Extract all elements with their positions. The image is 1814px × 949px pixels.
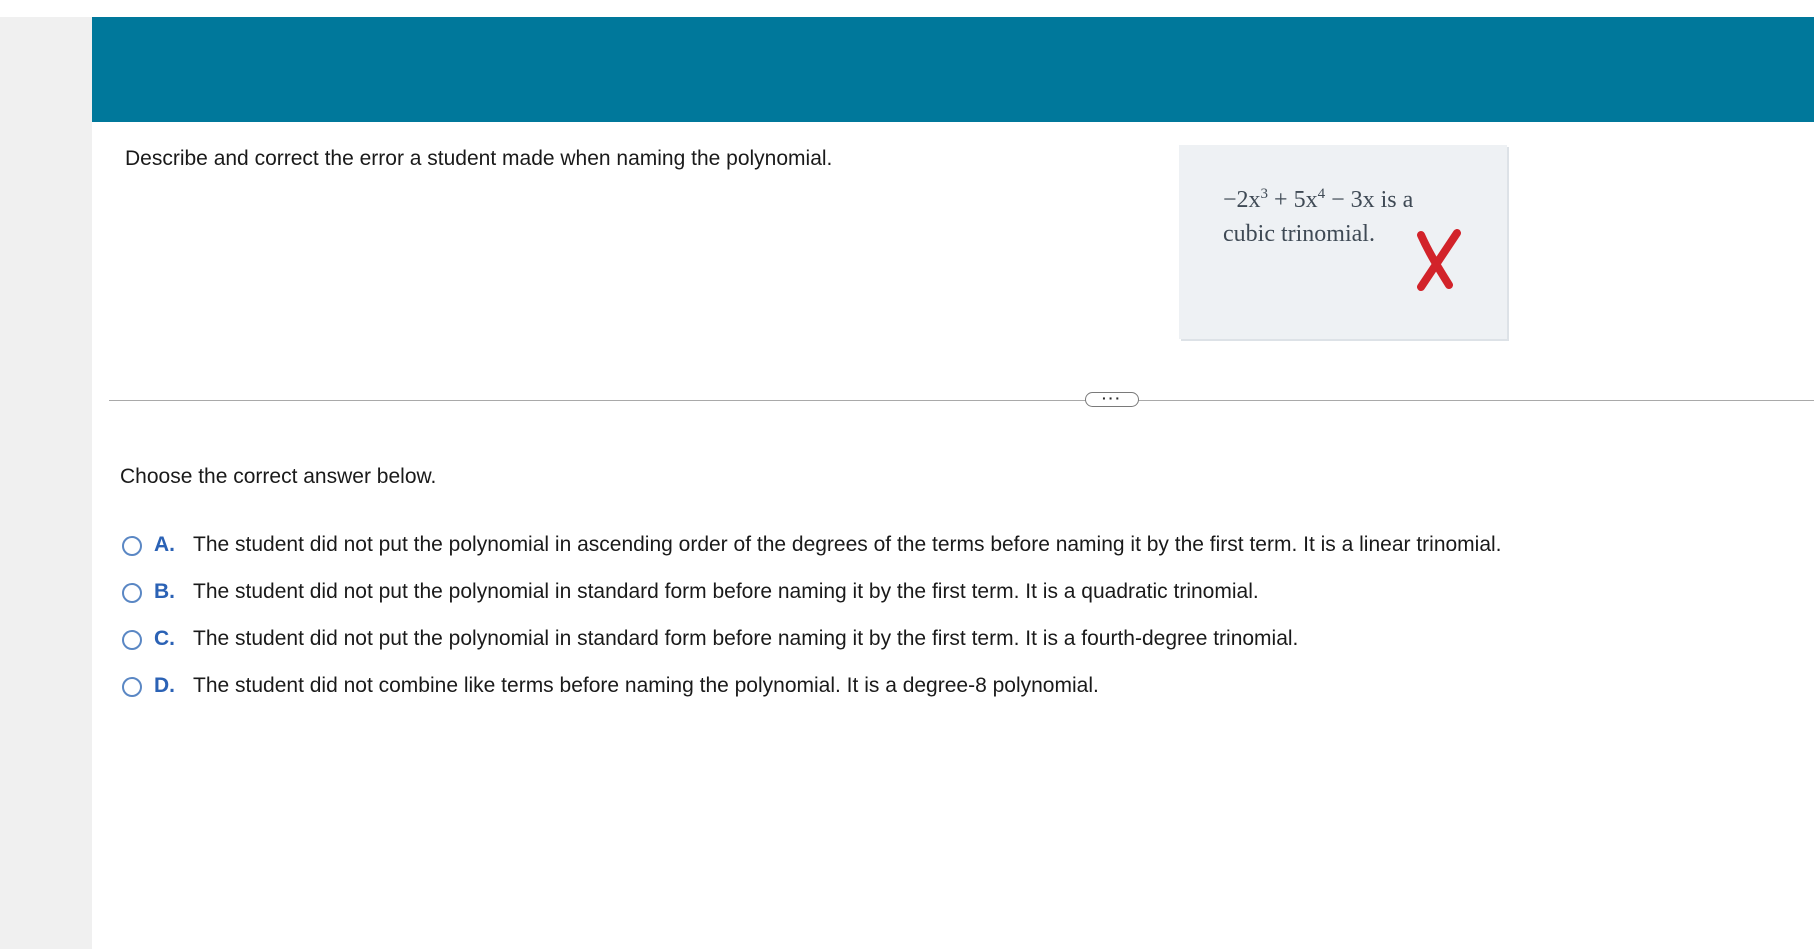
question-text: Describe and correct the error a student made when naming the polynomial. <box>125 147 833 170</box>
option-letter: C. <box>154 627 175 650</box>
option-text: The student did not put the polynomial in standard form before naming it by the first term. It is a quadratic trinomial. <box>193 580 1259 603</box>
option-letter: B. <box>154 580 175 603</box>
left-rail <box>0 17 92 949</box>
radio-button-d[interactable] <box>122 677 142 697</box>
radio-button-c[interactable] <box>122 630 142 650</box>
option-a[interactable] <box>122 533 1722 580</box>
exponent: 3 <box>1260 186 1269 202</box>
expr-part: − 3x is a <box>1325 187 1414 213</box>
option-b[interactable] <box>122 580 1722 627</box>
answer-options <box>122 533 1722 721</box>
expr-part: + 5x <box>1268 187 1318 213</box>
answer-prompt: Choose the correct answer below. <box>120 465 437 488</box>
option-text: The student did not combine like terms before naming the polynomial. It is a degree-8 polynomial. <box>193 674 1099 697</box>
student-claim: cubic trinomial. <box>1223 221 1375 247</box>
main-panel <box>92 17 1814 949</box>
option-letter: D. <box>154 674 175 697</box>
x-mark-icon <box>1415 229 1461 291</box>
section-divider <box>109 400 1814 401</box>
top-strip <box>0 0 1814 17</box>
header-banner <box>92 17 1814 122</box>
radio-button-a[interactable] <box>122 536 142 556</box>
expand-ellipsis-button[interactable]: ··· <box>1085 392 1139 407</box>
polynomial-expression <box>1223 187 1413 214</box>
option-letter: A. <box>154 533 175 556</box>
option-d[interactable] <box>122 674 1722 721</box>
radio-button-b[interactable] <box>122 583 142 603</box>
expr-part: −2x <box>1223 187 1261 213</box>
option-c[interactable] <box>122 627 1722 674</box>
student-work-figure <box>1179 145 1507 339</box>
option-text: The student did not put the polynomial in standard form before naming it by the first term. It is a fourth-degree trinomial. <box>193 627 1299 650</box>
option-text: The student did not put the polynomial in ascending order of the degrees of the terms before naming it by the first term. It is a linear trinomial. <box>193 533 1502 556</box>
exponent: 4 <box>1317 186 1326 202</box>
